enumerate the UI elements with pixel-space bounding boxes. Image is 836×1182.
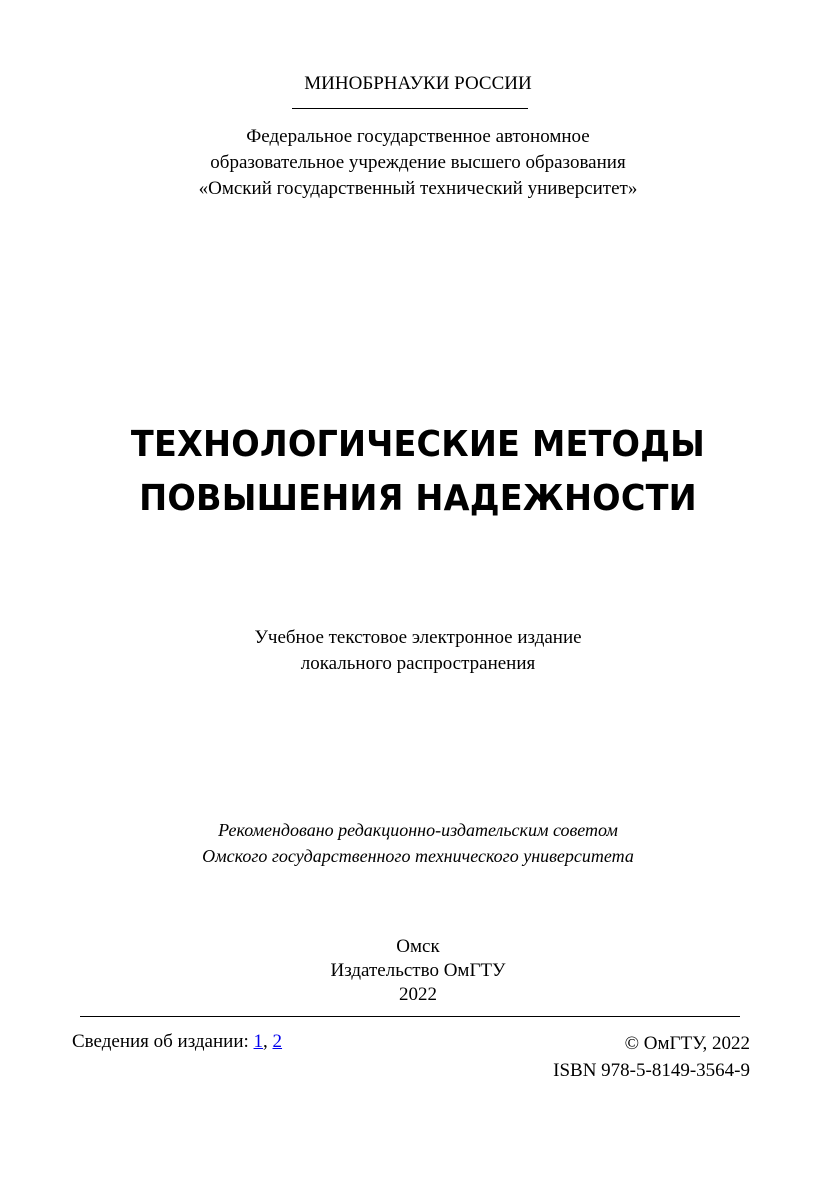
edition-info xyxy=(72,1030,282,1054)
institution-line-2: образовательное учреждение высшего образования xyxy=(210,152,626,173)
isbn-text: ISBN 978-5-8149-3564-9 xyxy=(553,1060,750,1081)
recommendation-line-2: Омского государственного технического университета xyxy=(202,846,634,866)
edition-info-label: Сведения об издании: xyxy=(72,1031,254,1052)
edition-link-separator: , xyxy=(263,1031,273,1052)
book-title-line-1: ТЕХНОЛОГИЧЕСКИЕ МЕТОДЫ xyxy=(130,424,706,465)
edition-type-line-2: локального распространения xyxy=(300,653,536,674)
institution-line-3: «Омский государственный технический университет» xyxy=(198,178,638,199)
recommendation-note xyxy=(0,817,836,869)
edition-type xyxy=(0,625,836,677)
imprint xyxy=(0,935,836,1007)
imprint-year: 2022 xyxy=(399,984,437,1005)
imprint-publisher: Издательство ОмГТУ xyxy=(330,960,506,981)
imprint-city: Омск xyxy=(396,936,440,957)
ministry-divider xyxy=(292,108,528,109)
book-title xyxy=(29,418,806,526)
edition-link-2[interactable]: 2 xyxy=(272,1031,283,1052)
institution-line-1: Федеральное государственное автономное xyxy=(246,126,590,147)
book-title-line-2: ПОВЫШЕНИЯ НАДЕЖНОСТИ xyxy=(139,478,697,519)
institution-block xyxy=(0,124,836,202)
edition-type-line-1: Учебное текстовое электронное издание xyxy=(254,627,582,648)
recommendation-line-1: Рекомендовано редакционно-издательским советом xyxy=(218,820,618,840)
ministry-name: МИНОБРНАУКИ РОССИИ xyxy=(304,73,532,94)
copyright-text: © ОмГТУ, 2022 xyxy=(624,1033,750,1054)
footer-divider xyxy=(80,1016,740,1017)
edition-link-1[interactable]: 1 xyxy=(253,1031,264,1052)
rights-block xyxy=(553,1030,750,1084)
